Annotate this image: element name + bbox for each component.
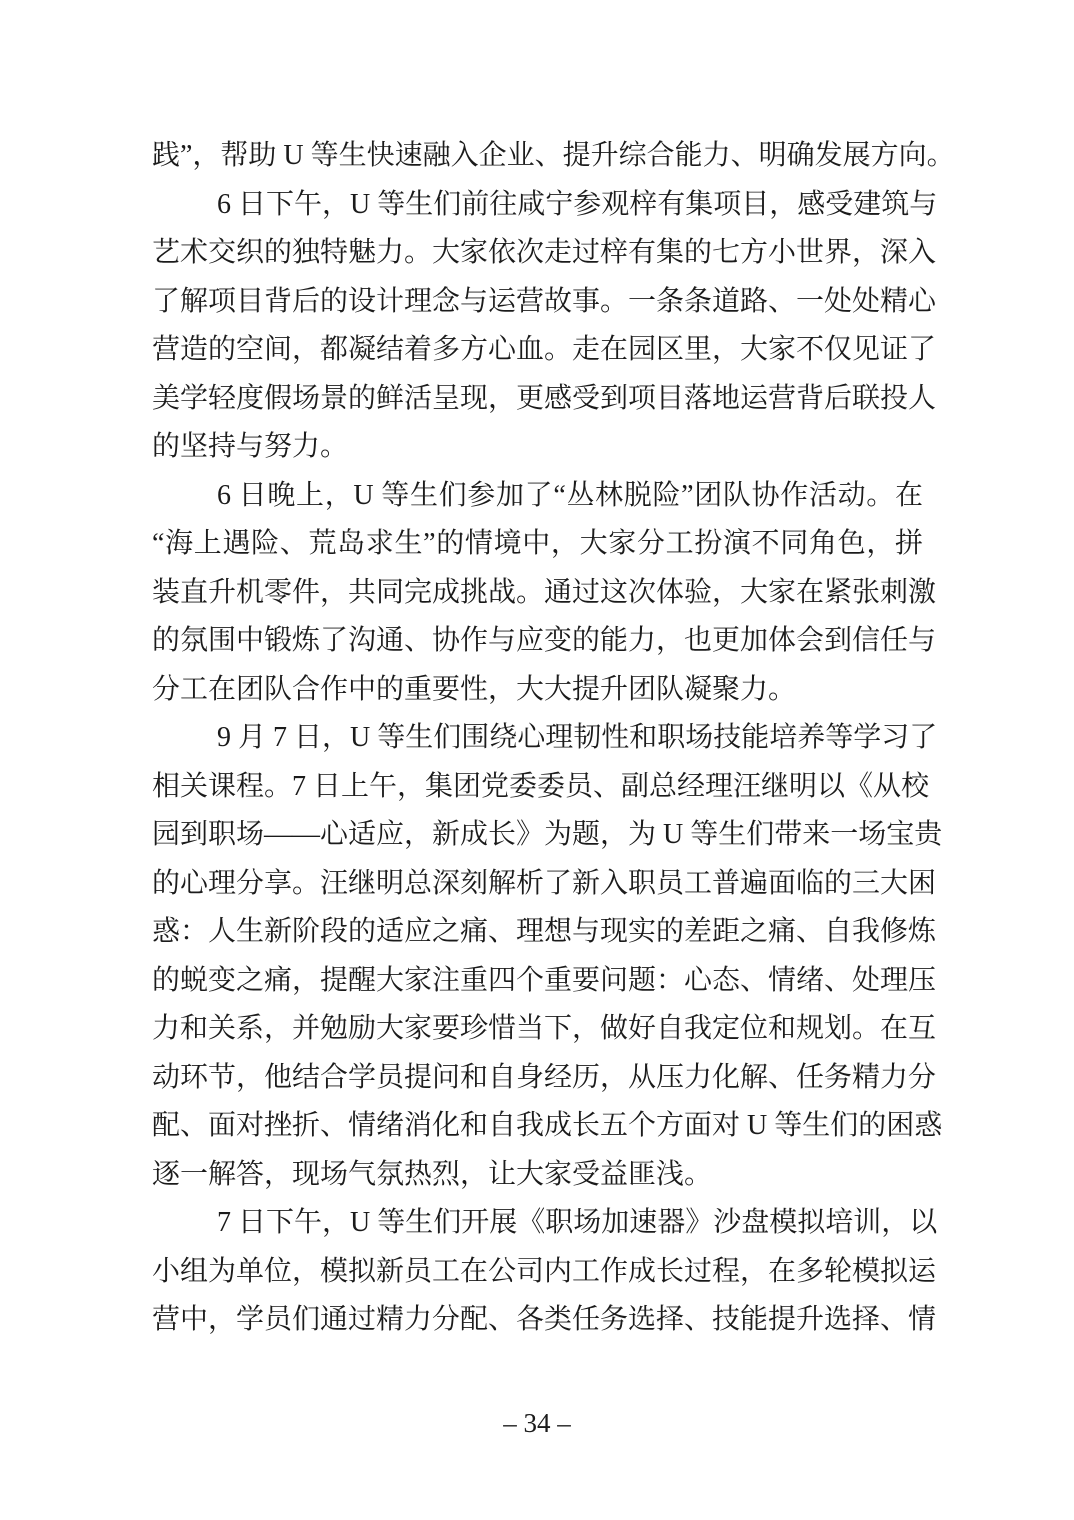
- body-text: [152, 132, 955, 1345]
- text-line: 配、面对挫折、情绪消化和自我成长五个方面对 U 等生们的困惑: [152, 1110, 943, 1141]
- text-line: 践”，帮助 U 等生快速融入企业、提升综合能力、明确发展方向。: [152, 140, 955, 171]
- text-line: 的坚持与努力。: [152, 431, 349, 462]
- text-line: 营中，学员们通过精力分配、各类任务选择、技能提升选择、情: [152, 1304, 937, 1335]
- text-line: 逐一解答，现场气氛热烈，让大家受益匪浅。: [152, 1158, 713, 1190]
- text-line: 美学轻度假场景的鲜活呈现，更感受到项目落地运营背后联投人: [152, 382, 937, 414]
- text-line: 惑：人生新阶段的适应之痛、理想与现实的差距之痛、自我修炼: [152, 916, 937, 947]
- text-line: 6 日下午，U 等生们前往咸宁参观梓有集项目，感受建筑与: [217, 188, 938, 220]
- text-line: 的蜕变之痛，提醒大家注重四个重要问题：心态、情绪、处理压: [152, 964, 937, 996]
- text-line: 的氛围中锻炼了沟通、协作与应变的能力，也更加体会到信任与: [152, 625, 937, 656]
- page-number: – 34 –: [503, 1408, 571, 1438]
- text-line: 营造的空间，都凝结着多方心血。走在园区里，大家不仅见证了: [152, 334, 937, 365]
- text-line: “海上遇险、荒岛求生”的情境中，大家分工扮演不同角色，拼: [152, 528, 923, 559]
- text-line: 相关课程。7 日上午，集团党委委员、副总经理汪继明以《从校: [152, 770, 930, 802]
- text-line: 7 日下午，U 等生们开展《职场加速器》沙盘模拟培训，以: [217, 1207, 938, 1238]
- text-line: 动环节，他结合学员提问和自身经历，从压力化解、任务精力分: [152, 1061, 937, 1093]
- text-line: 力和关系，并勉励大家要珍惜当下，做好自我定位和规划。在互: [152, 1013, 937, 1044]
- text-line: 6 日晚上，U 等生们参加了“丛林脱险”团队协作活动。在: [217, 479, 923, 511]
- text-line: 了解项目背后的设计理念与运营故事。一条条道路、一处处精心: [152, 285, 937, 317]
- text-line: 9 月 7 日，U 等生们围绕心理韧性和职场技能培养等学习了: [217, 722, 938, 753]
- text-line: 分工在团队合作中的重要性，大大提升团队凝聚力。: [152, 673, 797, 705]
- text-line: 艺术交织的独特魅力。大家依次走过梓有集的七方小世界，深入: [152, 237, 937, 268]
- text-line: 小组为单位，模拟新员工在公司内工作成长过程，在多轮模拟运: [152, 1255, 937, 1287]
- text-line: 的心理分享。汪继明总深刻解析了新入职员工普遍面临的三大困: [152, 867, 937, 899]
- text-line: 园到职场——心适应，新成长》为题，为 U 等生们带来一场宝贵: [152, 819, 943, 850]
- text-line: 装直升机零件，共同完成挑战。通过这次体验，大家在紧张刺激: [152, 576, 937, 608]
